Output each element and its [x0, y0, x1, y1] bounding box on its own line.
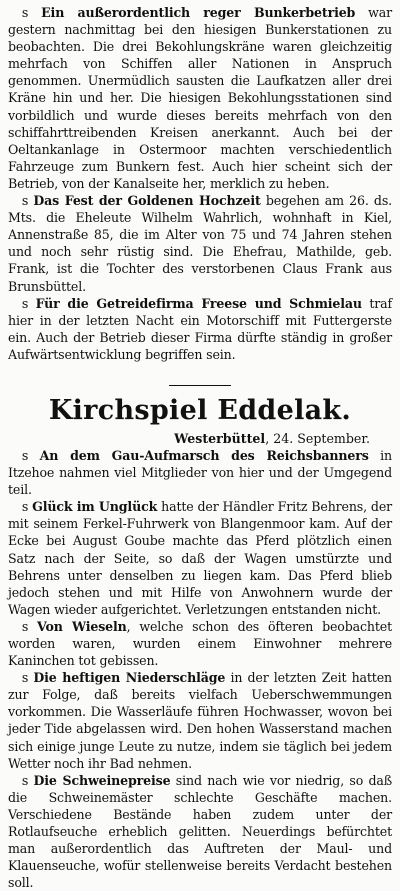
article-bunkerbetrieb: s Ein außerordentlich reger Bunkerbetrieb war gestern nachmittag bei den hiesigen Bunkerstationen zu beobachten. Die drei Bekohlungskräne waren gleichzeitig mehrfach von Schiffen aller Nationen in Anspruch genommen. Unermüdlich sausten die Laufkatzen aller drei Kräne hin und her. Die hiesigen Bekohlungsstationen sind vorbildlich und wurde dieses bereits mehrfach von den schiffahrttreibenden Kreisen anerkannt. Auch bei der Oeltankanlage in Ostermoor machten verschiedentlich Fahrzeuge zum Bunkern fest. Auch hier scheint sich der Betrieb, von der Kanalseite her, merklich zu heben. [8, 5, 392, 191]
article-headline: Von Wieseln [37, 618, 127, 634]
section-heading: Kirchspiel Eddelak. [48, 394, 352, 426]
article-headline: Für die Getreidefirma Freese und Schmielau [35, 295, 362, 311]
article-gau-aufmarsch: s An dem Gau-Aufmarsch des Reichsbanners in Itzehoe nahmen viel Mitglieder von hier und der Umgegend teil. [8, 447, 392, 498]
article-headline: Ein außerordentlich reger Bunkerbetrieb [41, 5, 356, 20]
article-glueck-im-unglueck: s Glück im Unglück hatte der Händler Fritz Behrens, der mit seinem Ferkel-Fuhrwerk von Blangenmoor kam. Auf der Ecke bei August Goube machte das Pferd plötzlich einen Satz nach der Seite, so daß der Wagen umstürzte und Behrens unter denselben zu liegen kam. Das Pferd blieb jedoch stehen und mit Hilfe von Anwohnern wurde der Wagen wieder aufgerichtet. Verletzungen entstanden nicht. [8, 499, 392, 617]
dateline [8, 430, 392, 447]
article-wieseln: s Von Wieseln, welche schon des öfteren beobachtet worden waren, wurden einem Einwohner mehrere Kaninchen tot gebissen. [8, 618, 392, 669]
article-schweinepreise: s Die Schweinepreise sind nach wie vor niedrig, so daß die Schweinemäster schlechte Geschäfte machen. Verschiedene Bestände haben zudem unter der Rotlaufseuche erheblich gelitten. Neuerdings befürchtet man außerordentlich das Auftreten der Maul- und Klauenseuche, wofür stellenweise bereits Verdacht bestehen soll. [8, 772, 392, 891]
dateline-place: Westerbüttel [174, 430, 266, 446]
article-headline: An dem Gau-Aufmarsch des Reichsbanners [39, 447, 369, 463]
article-headline: Das Fest der Goldenen Hochzeit [33, 193, 261, 209]
article-headline: Glück im Unglück [32, 499, 158, 515]
article-niederschlaege: s Die heftigen Niederschläge in der letzten Zeit hatten zur Folge, daß bereits vielfach Ueberschwemmungen vorkommen. Die Wasserläufe führen Hochwasser, wovon bei jeder Tide abgelassen wird. Den hohen Wasserstand machen sich einige junge Leute zu nutze, indem sie täglich bei jedem Wetter noch ihr Bad nehmen. [8, 670, 392, 771]
article-getreidefirma: s Für die Getreidefirma Freese und Schmielau traf hier in der letzten Nacht ein Motorschiff mit Futtergerste ein. Auch der Betrieb dieser Firma dürfte ständig in großer Aufwärtsentwicklung begriffen sein. [8, 295, 392, 362]
dateline-date: , 24. September. [265, 430, 370, 446]
article-headline: Die heftigen Niederschläge [33, 670, 226, 686]
article-goldene-hochzeit: s Das Fest der Goldenen Hochzeit begehen am 26. ds. Mts. die Eheleute Wilhelm Wahrlich, wohnhaft in Kiel, Annenstraße 85, die im Alter von 75 und 74 Jahren stehen und noch sehr rüstig sind. Die Ehefrau, Mathilde, geb. Frank, ist die Tochter des verstorbenen Claus Frank aus Brunsbüttel. [8, 193, 392, 294]
article-headline: Die Schweinepreise [33, 772, 171, 788]
section-divider [8, 371, 392, 390]
